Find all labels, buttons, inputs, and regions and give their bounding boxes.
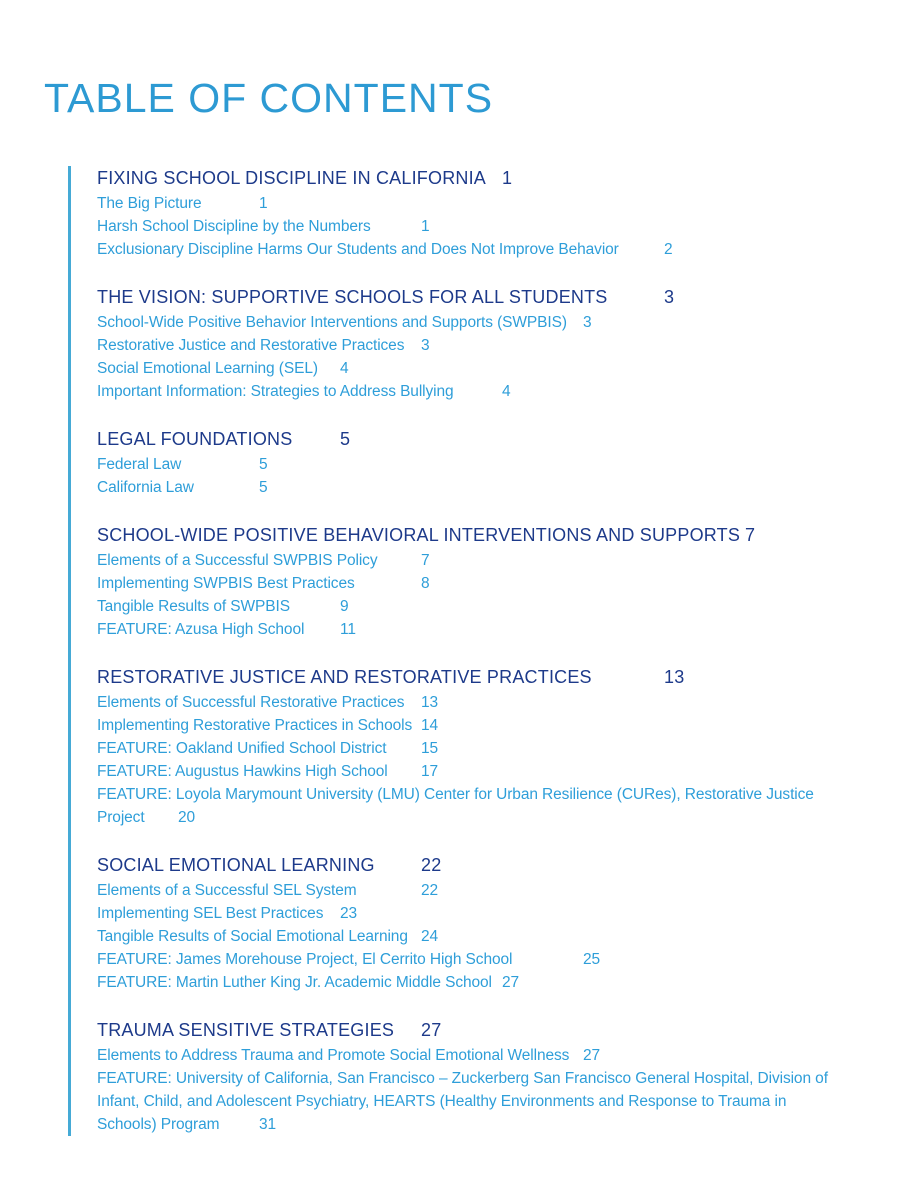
toc-entry-row (97, 879, 837, 902)
tab-spacer (375, 855, 421, 875)
tab-spacer (371, 218, 421, 235)
tab-spacer (194, 479, 259, 496)
entry-page-number: 20 (178, 809, 196, 826)
entry-page-number: 27 (583, 1047, 601, 1064)
toc-entry-row (97, 948, 837, 971)
tab-spacer (592, 667, 664, 687)
section-page-number: 7 (745, 525, 756, 545)
section-heading-text: TRAUMA SENSITIVE STRATEGIES (97, 1020, 395, 1040)
entry-page-number: 4 (340, 360, 349, 377)
tab-spacer (492, 974, 502, 991)
entry-text: FEATURE: Azusa High School (97, 621, 305, 638)
entry-page-number: 25 (583, 951, 601, 968)
entry-text: Restorative Justice and Restorative Practices (97, 337, 405, 354)
section-heading-text: FIXING SCHOOL DISCIPLINE IN CALIFORNIA (97, 168, 487, 188)
entry-text: Implementing Restorative Practices in Schools (97, 717, 413, 734)
entry-page-number: 8 (421, 575, 430, 592)
section-page-number: 27 (421, 1020, 442, 1040)
section-heading-text: THE VISION: SUPPORTIVE SCHOOLS FOR ALL STUDENTS (97, 287, 608, 307)
entry-text: FEATURE: Augustus Hawkins High School (97, 763, 388, 780)
page-title: TABLE OF CONTENTS (44, 75, 494, 122)
toc-entry-row (97, 595, 837, 618)
entry-page-number: 11 (340, 621, 356, 638)
tab-spacer (323, 905, 340, 922)
entry-page-number: 24 (421, 928, 439, 945)
section-heading-text: RESTORATIVE JUSTICE AND RESTORATIVE PRACTICES (97, 667, 592, 687)
tab-spacer (608, 287, 664, 307)
toc-entry-row (97, 549, 837, 572)
section-heading-text: LEGAL FOUNDATIONS (97, 429, 293, 449)
section-heading-row (97, 523, 837, 547)
toc-section (97, 523, 837, 641)
tab-spacer (619, 241, 664, 258)
toc-entry-row (97, 357, 837, 380)
tab-spacer (219, 1116, 259, 1133)
entry-text: FEATURE: Martin Luther King Jr. Academic Middle School (97, 974, 492, 991)
entry-text: FEATURE: Oakland Unified School District (97, 740, 387, 757)
entry-text: Implementing SEL Best Practices (97, 905, 324, 922)
entry-page-number: 2 (664, 241, 673, 258)
toc-entry-row (97, 192, 837, 215)
entry-page-number: 17 (421, 763, 439, 780)
entry-text: The Big Picture (97, 195, 202, 212)
toc-entry-row (97, 737, 837, 760)
entry-page-number: 1 (421, 218, 430, 235)
entry-text: Elements of a Successful SWPBIS Policy (97, 552, 378, 569)
toc-section (97, 665, 837, 829)
tab-spacer (355, 575, 421, 592)
tab-spacer (292, 429, 340, 449)
entry-text: Elements of a Successful SEL System (97, 882, 357, 899)
toc-entry-row (97, 714, 837, 737)
entry-page-number: 23 (340, 905, 358, 922)
section-page-number: 13 (664, 667, 685, 687)
toc-entry-row (97, 453, 837, 476)
tab-spacer (567, 314, 583, 331)
toc-entry-row (97, 334, 837, 357)
entry-page-number: 22 (421, 882, 439, 899)
tab-spacer (404, 694, 421, 711)
entry-page-number: 27 (502, 974, 520, 991)
tab-spacer (304, 621, 340, 638)
entry-text: Tangible Results of Social Emotional Learning (97, 928, 408, 945)
entry-text: Social Emotional Learning (SEL) (97, 360, 318, 377)
toc-entry-row (97, 311, 837, 334)
entry-text: Federal Law (97, 456, 182, 473)
entry-text: Implementing SWPBIS Best Practices (97, 575, 355, 592)
section-page-number: 3 (664, 287, 675, 307)
tab-spacer (412, 717, 421, 734)
tab-spacer (569, 1047, 583, 1064)
entry-page-number: 15 (421, 740, 439, 757)
tab-spacer (290, 598, 340, 615)
section-heading-text: SOCIAL EMOTIONAL LEARNING (97, 855, 375, 875)
tab-spacer (454, 383, 502, 400)
entry-page-number: 5 (259, 456, 268, 473)
tab-spacer (318, 360, 340, 377)
toc-entry-row (97, 925, 837, 948)
section-heading-row (97, 166, 837, 190)
entry-page-number: 9 (340, 598, 349, 615)
tab-spacer (145, 809, 178, 826)
section-heading-row (97, 1018, 837, 1042)
tab-spacer (404, 337, 421, 354)
toc-section (97, 1018, 837, 1136)
section-heading-row (97, 427, 837, 451)
tab-spacer (408, 928, 421, 945)
entry-text: Exclusionary Discipline Harms Our Students and Does Not Improve Behavior (97, 241, 619, 258)
toc-entry-row (97, 902, 837, 925)
entry-page-number: 4 (502, 383, 511, 400)
toc-entry-row (97, 1044, 837, 1067)
toc-entry-row (97, 783, 837, 829)
toc-entry-row (97, 238, 837, 261)
entry-page-number: 13 (421, 694, 439, 711)
entry-page-number: 3 (421, 337, 430, 354)
toc-section (97, 285, 837, 403)
toc-entry-row (97, 760, 837, 783)
toc-entry-row (97, 1067, 837, 1136)
tab-spacer (181, 456, 259, 473)
toc-entry-row (97, 971, 837, 994)
toc-section (97, 853, 837, 994)
tab-spacer (512, 951, 583, 968)
section-page-number: 5 (340, 429, 351, 449)
toc-entry-row (97, 572, 837, 595)
section-page-number: 1 (502, 168, 513, 188)
tab-spacer (377, 552, 421, 569)
tab-spacer (394, 1020, 421, 1040)
toc-entry-row (97, 691, 837, 714)
entry-text: Elements of Successful Restorative Practices (97, 694, 405, 711)
entry-text: FEATURE: University of California, San Francisco – Zuckerberg San Francisco General Hospital, Division of Infant, Child, and Adolescent Psychiatry, HEARTS (Healthy Environments and Response to Trauma in Schools) Program (97, 1070, 833, 1133)
entry-page-number: 3 (583, 314, 592, 331)
toc-section (97, 427, 837, 499)
entry-page-number: 31 (259, 1116, 277, 1133)
section-heading-text: SCHOOL-WIDE POSITIVE BEHAVIORAL INTERVENTIONS AND SUPPORTS (97, 525, 741, 545)
entry-text: Tangible Results of SWPBIS (97, 598, 290, 615)
toc-entry-row (97, 618, 837, 641)
tab-spacer (357, 882, 421, 899)
section-heading-row (97, 853, 837, 877)
toc-section (97, 166, 837, 261)
tab-spacer (201, 195, 259, 212)
toc-entry-row (97, 476, 837, 499)
entry-page-number: 14 (421, 717, 439, 734)
toc-entry-row (97, 215, 837, 238)
entry-text: Elements to Address Trauma and Promote Social Emotional Wellness (97, 1047, 570, 1064)
entry-page-number: 1 (259, 195, 268, 212)
entry-text: School-Wide Positive Behavior Interventions and Supports (SWPBIS) (97, 314, 567, 331)
entry-text: FEATURE: James Morehouse Project, El Cerrito High School (97, 951, 513, 968)
entry-text: Important Information: Strategies to Address Bullying (97, 383, 454, 400)
entry-text: FEATURE: Loyola Marymount University (LMU) Center for Urban Resilience (CURes), Restorative Justice Project (97, 786, 819, 826)
toc-list (68, 166, 837, 1136)
section-page-number: 22 (421, 855, 442, 875)
section-heading-row (97, 285, 837, 309)
section-heading-row (97, 665, 837, 689)
entry-page-number: 7 (421, 552, 430, 569)
tab-spacer (486, 168, 502, 188)
entry-text: Harsh School Discipline by the Numbers (97, 218, 371, 235)
entry-text: California Law (97, 479, 194, 496)
entry-page-number: 5 (259, 479, 268, 496)
tab-spacer (386, 740, 421, 757)
tab-spacer (388, 763, 421, 780)
toc-entry-row (97, 380, 837, 403)
